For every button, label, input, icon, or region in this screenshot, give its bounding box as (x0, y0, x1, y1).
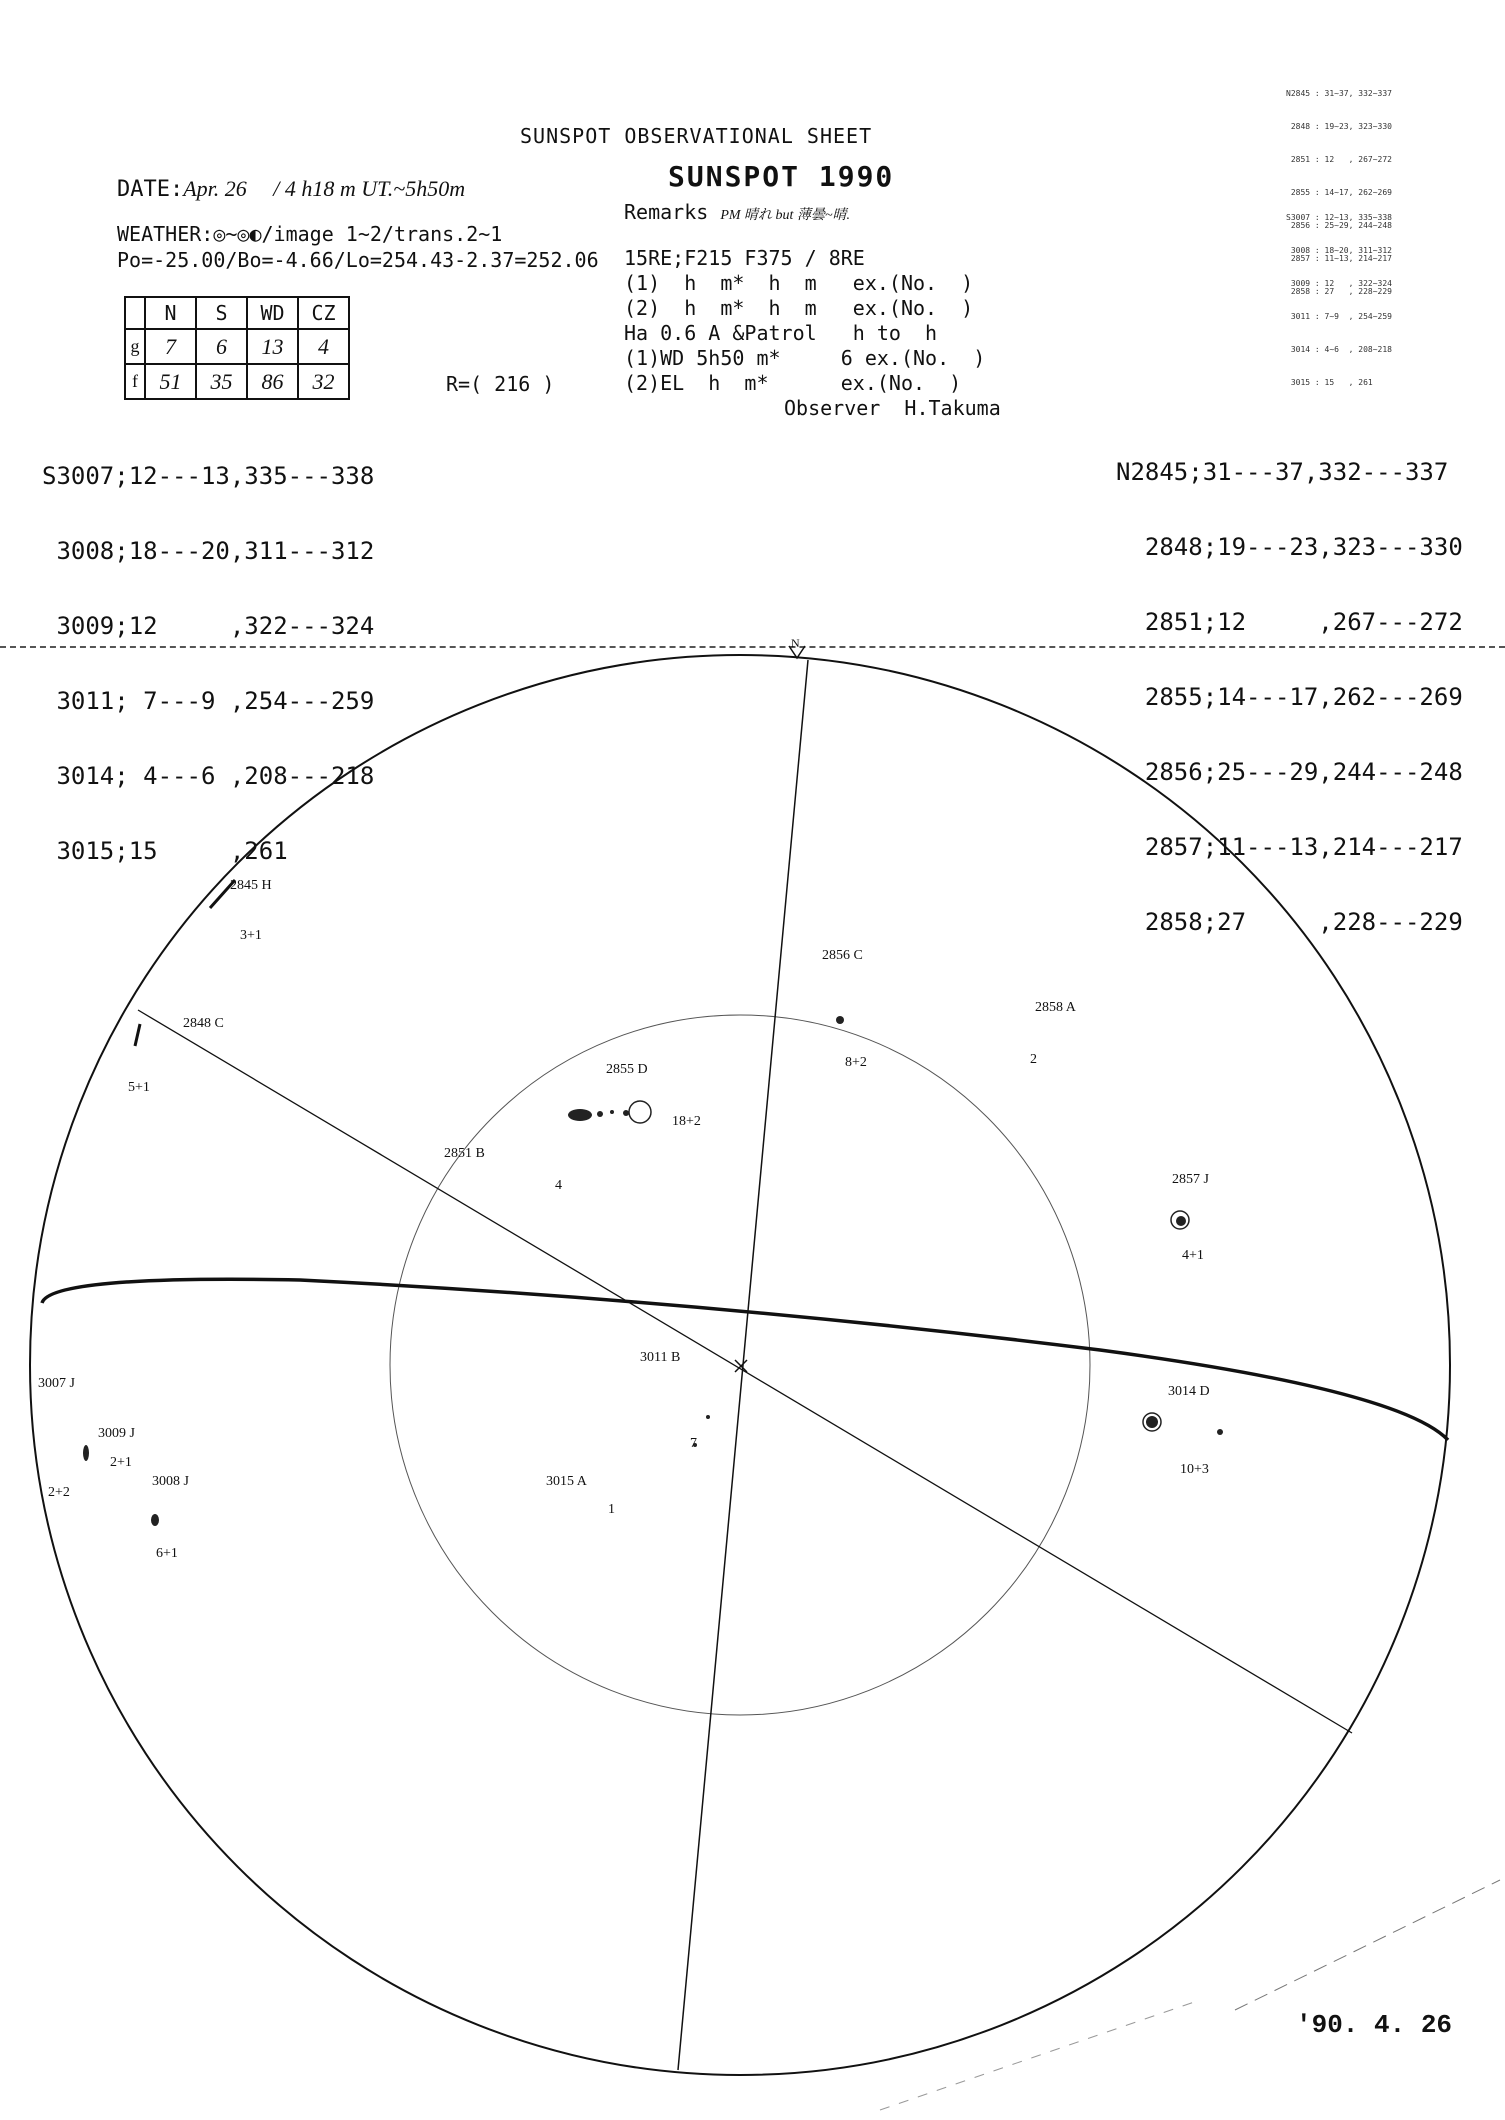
count-2858: 2 (1030, 1052, 1037, 1067)
spot-2855 (610, 1110, 614, 1114)
year-title: SUNSPOT 1990 (668, 160, 895, 193)
count-2851: 4 (555, 1178, 562, 1193)
label-2856: 2856 C (822, 948, 863, 963)
label-3007: 3007 J (38, 1376, 75, 1391)
mini-note: 3011 : 7~9 , 254~259 (1286, 312, 1392, 321)
spot-3011 (706, 1415, 710, 1419)
info-line-1: 15RE;F215 F375 / 8RE (624, 246, 865, 270)
row-label-g: g (125, 329, 145, 364)
f-s: 35 (196, 364, 247, 399)
label-3014: 3014 D (1168, 1384, 1210, 1399)
diagonal-line (138, 1010, 1352, 1733)
counts-table (124, 296, 350, 400)
spot-3014 (1217, 1429, 1223, 1435)
list-item: 2855;14---17,262---269 (1116, 683, 1463, 711)
label-3011: 3011 B (640, 1350, 681, 1365)
sheet-title: SUNSPOT OBSERVATIONAL SHEET (520, 124, 873, 148)
counts-row-f (125, 364, 349, 399)
solar-disk-drawing (0, 620, 1505, 2120)
list-item: 2848;19---23,323---330 (1116, 533, 1463, 561)
observer: Observer H.Takuma (784, 396, 1001, 420)
info-line-3: (2) h m* h m ex.(No. ) (624, 296, 974, 320)
limb-mark (135, 1024, 140, 1046)
date-label: DATE: (117, 177, 184, 202)
remarks-value: PM 晴れ but 薄曇~晴. (720, 208, 851, 223)
count-2856: 8+2 (845, 1055, 867, 1070)
po-bo-lo-line: Po=-25.00/Bo=-4.66/Lo=254.43-2.37=252.06 (117, 248, 599, 272)
label-2858: 2858 A (1035, 1000, 1076, 1015)
time-value: / 4 h18 m UT.~5h50m (273, 176, 466, 201)
label-3009: 3009 J (98, 1426, 135, 1441)
f-n: 51 (145, 364, 196, 399)
f-cz: 32 (298, 364, 349, 399)
mini-note: 3015 : 15 , 261 (1286, 378, 1373, 387)
observation-info (624, 246, 1001, 421)
count-2845: 3+1 (240, 928, 262, 943)
g-wd: 13 (247, 329, 298, 364)
mini-note: N2845 : 31~37, 332~337 (1286, 89, 1392, 98)
mini-notes-south (1286, 190, 1392, 399)
row-label-f: f (125, 364, 145, 399)
spot-2855-lead (568, 1109, 592, 1121)
spot-2855-ring (629, 1101, 651, 1123)
list-item: 2857;11---13,214---217 (1116, 833, 1463, 861)
f-wd: 86 (247, 364, 298, 399)
date-line (117, 176, 465, 202)
label-3008: 3008 J (152, 1474, 189, 1489)
mini-note: 3014 : 4~6 , 208~218 (1286, 345, 1392, 354)
counts-header-row (125, 297, 349, 329)
label-2857: 2857 J (1172, 1172, 1209, 1187)
remarks-line (624, 200, 850, 224)
label-2855: 2855 D (606, 1062, 648, 1077)
col-header-s: S (196, 297, 247, 329)
spot-2856 (836, 1016, 844, 1024)
list-item: 3015;15 ,261 (42, 837, 288, 865)
list-item: S3007;12---13,335---338 (42, 462, 375, 490)
remarks-label: Remarks (624, 200, 709, 224)
list-item: 3009;12 ,322---324 (42, 612, 375, 640)
counts-row-g (125, 329, 349, 364)
spot-3014 (1146, 1416, 1158, 1428)
list-item: 2851;12 ,267---272 (1116, 608, 1463, 636)
sunspot-marks (83, 1016, 1223, 1526)
info-line-5: (1)WD 5h50 m* 6 ex.(No. ) (624, 346, 986, 370)
g-s: 6 (196, 329, 247, 364)
weather-line (117, 222, 502, 246)
list-item: 3014; 4---6 ,208---218 (42, 762, 375, 790)
list-item: N2845;31---37,332---337 (1116, 458, 1449, 486)
mini-note: 3009 : 12 , 322~324 (1286, 279, 1392, 288)
date-value: Apr. 26 (183, 176, 247, 201)
north-label: N (791, 636, 800, 650)
col-header-wd: WD (247, 297, 298, 329)
list-item: 3011; 7---9 ,254---259 (42, 687, 375, 715)
stamp-date: '90. 4. 26 (1296, 2010, 1453, 2040)
count-2857: 4+1 (1182, 1248, 1204, 1263)
label-3015: 3015 A (546, 1474, 587, 1489)
list-item: 2856;25---29,244---248 (1116, 758, 1463, 786)
label-2851: 2851 B (444, 1146, 485, 1161)
spot-3008 (151, 1514, 159, 1526)
count-3009: 2+1 (110, 1455, 132, 1470)
mini-note: 2855 : 14~17, 262~269 (1286, 188, 1392, 197)
weather-value: ◎~◎◐/image 1~2/trans.2~1 (213, 222, 503, 246)
info-line-2: (1) h m* h m ex.(No. ) (624, 271, 974, 295)
count-3011: 7 (690, 1436, 697, 1451)
spot-3009 (83, 1445, 89, 1461)
mini-note: 3008 : 18~20, 311~312 (1286, 246, 1392, 255)
mini-note: 2857 : 11~13, 214~217 (1286, 254, 1392, 263)
label-2845: 2845 H (230, 878, 272, 893)
mini-note: 2858 : 27 , 228~229 (1286, 287, 1392, 296)
g-cz: 4 (298, 329, 349, 364)
label-2848: 2848 C (183, 1016, 224, 1031)
g-n: 7 (145, 329, 196, 364)
count-2848: 5+1 (128, 1080, 150, 1095)
weather-label: WEATHER: (117, 222, 214, 246)
list-item: 3008;18---20,311---312 (42, 537, 375, 565)
info-line-6: (2)EL h m* ex.(No. ) (624, 371, 962, 395)
count-3014: 10+3 (1180, 1462, 1209, 1477)
mini-note: 2848 : 19~23, 323~330 (1286, 122, 1392, 131)
col-header-cz: CZ (298, 297, 349, 329)
mini-note: S3007 : 12~13, 335~338 (1286, 213, 1392, 222)
info-line-4: Ha 0.6 A &Patrol h to h (624, 321, 938, 345)
pencil-guide (880, 2000, 1200, 2110)
spot-2857 (1176, 1216, 1186, 1226)
mini-note: 2851 : 12 , 267~272 (1286, 155, 1392, 164)
spot-2855 (623, 1110, 629, 1116)
count-3008: 6+1 (156, 1546, 178, 1561)
r-value: R=( 216 ) (446, 372, 555, 396)
list-item: 2858;27 ,228---229 (1116, 908, 1463, 936)
count-3015: 1 (608, 1502, 615, 1517)
spot-2855 (597, 1111, 603, 1117)
corner-cell (125, 297, 145, 329)
col-header-n: N (145, 297, 196, 329)
pencil-guide (1235, 1880, 1500, 2010)
equator-curve (42, 1279, 1448, 1440)
mini-note: 2856 : 25~29, 244~248 (1286, 221, 1392, 230)
count-2855: 18+2 (672, 1114, 701, 1129)
count-3007: 2+2 (48, 1485, 70, 1500)
